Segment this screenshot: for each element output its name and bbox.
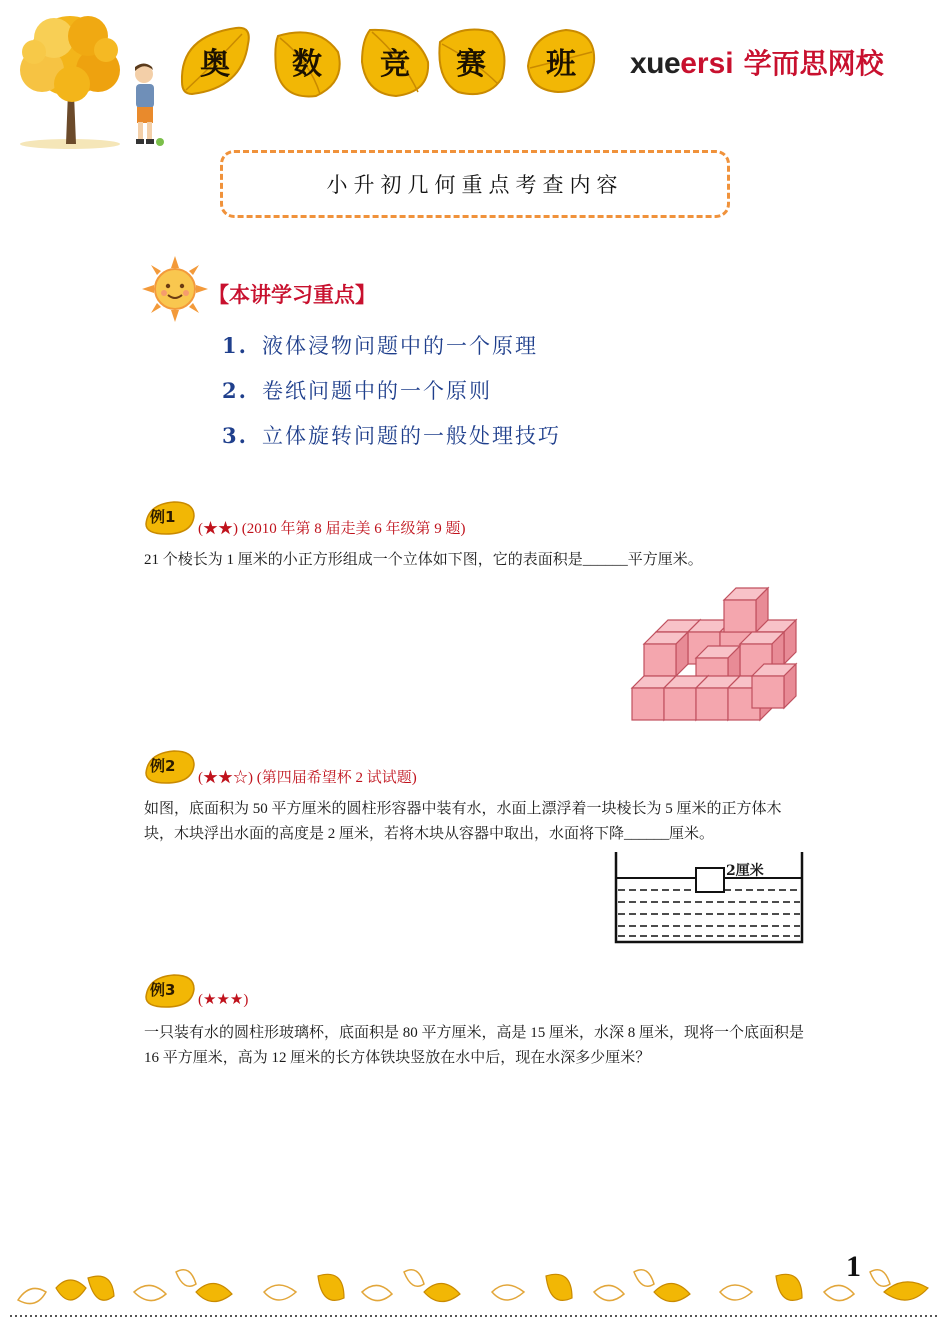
example-2-text: 如图，底面积为 50 平方厘米的圆柱形容器中装有水，水面上漂浮着一块棱长为 5 厘米的正方体木块，木块浮出水面的高度是 2 厘米，若将木块从容器中取出，水面将下降______厘米。 xyxy=(144,801,782,842)
list-item-text: 液体浸物问题中的一个原理 xyxy=(262,334,538,358)
example-2-meta: (★★☆) (第四届希望杯 2 试试题) xyxy=(198,770,417,786)
header-title-char-1: 奥 xyxy=(200,47,230,82)
cube-stack-figure xyxy=(624,582,806,728)
list-item-text: 立体旋转问题的一般处理技巧 xyxy=(262,424,561,448)
header-leaf-5 xyxy=(522,22,600,100)
example-3-meta: (★★★) xyxy=(198,992,249,1008)
brand-latin-part-1: xue xyxy=(630,47,681,80)
header-leaf-2 xyxy=(268,22,346,100)
figure-height-label: 2厘米 xyxy=(726,863,764,879)
list-item xyxy=(222,420,561,465)
example-3-badge xyxy=(144,973,196,1009)
header-title-char-3: 竞 xyxy=(380,47,410,82)
brand-chinese: 学而思网校 xyxy=(743,48,884,79)
list-item-number: 1. xyxy=(222,333,248,358)
key-points-heading: 【本讲学习重点】 xyxy=(208,282,376,307)
example-3-text: 一只装有水的圆柱形玻璃杯，底面积是 80 平方厘米，高是 15 厘米，水深 8 厘米，现将一个底面积是 16 平方厘米，高为 12 厘米的长方体铁块竖放在水中后，现在水深多少厘米？ xyxy=(144,1025,805,1066)
boy-figure-icon xyxy=(126,62,166,150)
example-2-label: 例2 xyxy=(150,757,176,775)
list-item xyxy=(222,330,561,375)
list-item xyxy=(222,375,561,420)
autumn-tree-icon xyxy=(14,12,126,150)
header-leaf-4 xyxy=(432,22,510,100)
container-drawing xyxy=(612,848,808,948)
header-title-char-4: 赛 xyxy=(456,47,486,82)
brand-latin-part-2: ersi xyxy=(680,47,734,80)
page-number: 1 xyxy=(846,1250,861,1283)
header-leaf-1 xyxy=(176,22,254,100)
example-2-badge xyxy=(144,749,196,785)
page-header xyxy=(0,0,950,150)
list-item-text: 卷纸问题中的一个原则 xyxy=(262,379,492,403)
document-title: 小升初几何重点考查内容 xyxy=(326,173,624,197)
key-points-list xyxy=(222,330,561,465)
sun-face-icon xyxy=(142,256,208,322)
example-1-text: 21 个棱长为 1 厘米的小正方形组成一个立体如下图，它的表面积是______平方厘米。 xyxy=(144,552,703,568)
example-1-label: 例1 xyxy=(150,508,176,526)
list-item-number: 3. xyxy=(222,423,248,448)
document-title-box xyxy=(220,150,730,218)
header-leaf-3 xyxy=(356,22,434,100)
footer-leaves-icon xyxy=(18,1270,928,1304)
brand-logo xyxy=(630,42,884,82)
header-title-char-5: 班 xyxy=(546,47,576,82)
example-3-label: 例3 xyxy=(150,981,176,999)
list-item-number: 2. xyxy=(222,378,248,403)
leaf-border-footer xyxy=(0,1248,950,1344)
water-container-figure xyxy=(612,848,808,948)
header-title-char-2: 数 xyxy=(292,47,322,82)
example-1-meta: (★★) (2010 年第 8 届走美 6 年级第 9 题) xyxy=(198,521,466,537)
example-1-badge xyxy=(144,500,196,536)
